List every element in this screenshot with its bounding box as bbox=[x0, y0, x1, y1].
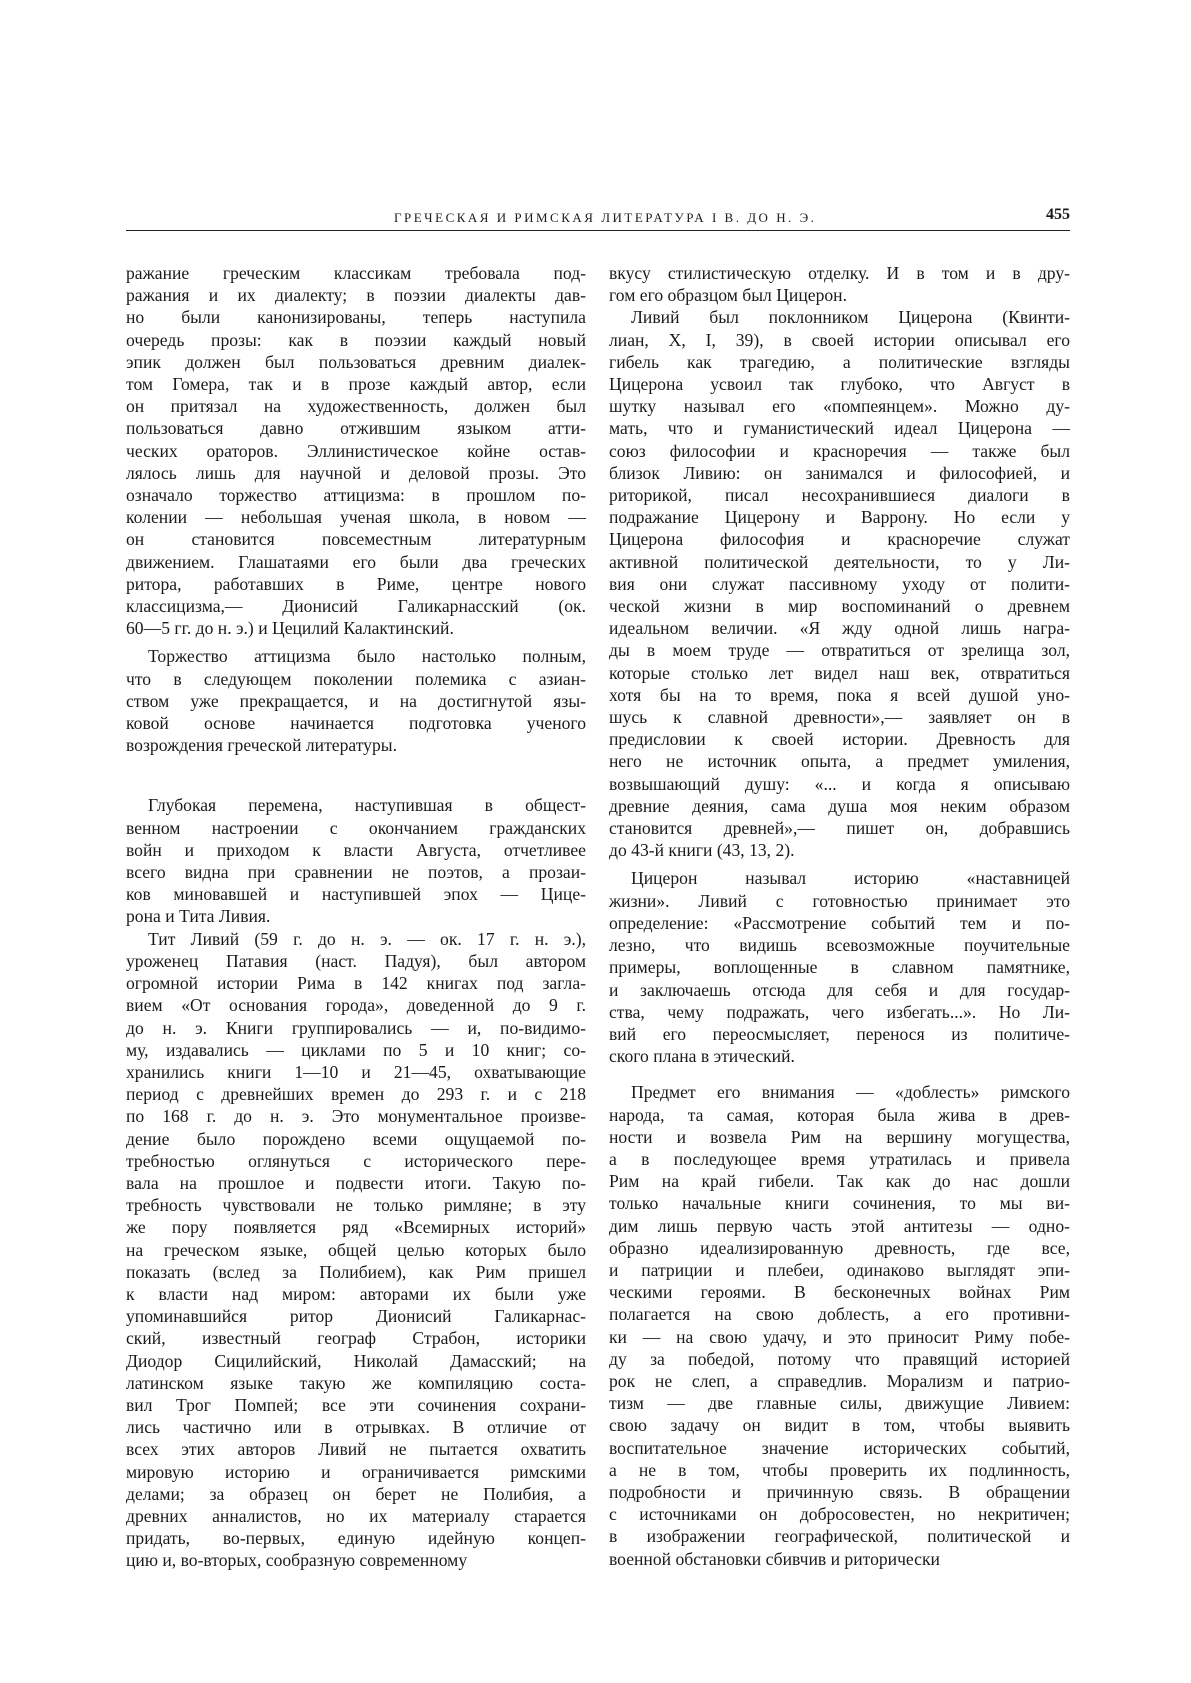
text-line: только начальные книги сочинения, то мы ви- bbox=[609, 1193, 1070, 1214]
text-line: том Гомера, так и в прозе каждый автор, если bbox=[126, 374, 586, 395]
text-line: народа, та самая, которая была жива в древ- bbox=[609, 1104, 1070, 1125]
text-line: возвышающий душу: «... и когда я описываю bbox=[609, 773, 1070, 794]
text-line: ский, известный географ Страбон, историки bbox=[126, 1328, 586, 1349]
text-line: дение было порождено всеми ощущаемой по- bbox=[126, 1128, 586, 1149]
paragraph bbox=[609, 1081, 1070, 1569]
text-line: вий его переосмысляет, перенося из политиче- bbox=[609, 1023, 1070, 1044]
text-line: и патриции и плебеи, одинаково выглядят эпи- bbox=[609, 1259, 1070, 1280]
text-line: делами; за образец он берет не Полибия, а bbox=[126, 1483, 586, 1504]
text-line: что в следующем поколении полемика с азиан- bbox=[126, 668, 586, 689]
text-line: лиан, X, I, 39), в своей истории описывал его bbox=[609, 329, 1070, 350]
text-line: к власти над миром: авторами их были уже bbox=[126, 1283, 586, 1304]
text-line: мировую историю и ограничивается римскими bbox=[126, 1461, 586, 1482]
text-line: ством уже прекращается, и на достигнутой язы- bbox=[126, 690, 586, 711]
text-line: ки — на свою удачу, и это приносит Риму побе- bbox=[609, 1326, 1070, 1347]
running-head bbox=[126, 206, 1070, 231]
paragraph bbox=[126, 794, 586, 927]
text-line: очередь прозы: как в поэзии каждый новый bbox=[126, 329, 586, 350]
paragraph bbox=[126, 645, 586, 756]
text-line: хранились книги 1—10 и 21—45, охватывающие bbox=[126, 1061, 586, 1082]
text-line: требностью оглянуться с исторического пере- bbox=[126, 1150, 586, 1171]
text-line: уроженец Патавия (наст. Падуя), был автором bbox=[126, 950, 586, 971]
text-line: него не источник опыта, а предмет умиления, bbox=[609, 751, 1070, 772]
text-line: становится древней»,— пишет он, добравшись bbox=[609, 818, 1070, 839]
text-line: огромной истории Рима в 142 книгах под заглa- bbox=[126, 973, 586, 994]
right-column bbox=[609, 262, 1070, 1570]
text-line: колении — небольшая ученая школа, в новом — bbox=[126, 507, 586, 528]
text-line: 60—5 гг. до н. э.) и Цецилий Калактинский. bbox=[126, 618, 454, 639]
paragraph bbox=[126, 262, 586, 639]
text-line: которые столько лет видел наш век, отвратиться bbox=[609, 662, 1070, 683]
text-line: вала на прошлое и подвести итоги. Такую по- bbox=[126, 1172, 586, 1193]
text-line: вил Трог Помпей; все эти сочинения сохрани- bbox=[126, 1394, 586, 1415]
text-line: Торжество аттицизма было настолько полным, bbox=[148, 646, 586, 667]
text-line: же пору появляется ряд «Всемирных историй» bbox=[126, 1217, 586, 1238]
paragraph bbox=[609, 306, 1070, 861]
text-line: идеальном величии. «Я жду одной лишь награ- bbox=[609, 618, 1070, 639]
text-line: му, издавались — циклами по 5 и 10 книг; со- bbox=[126, 1039, 586, 1060]
text-line: ражание греческим классикам требовала под- bbox=[126, 263, 586, 283]
text-line: жизни». Ливий с готовностью принимает это bbox=[609, 890, 1070, 911]
text-line: гибель как трагедию, а политические взгляды bbox=[609, 351, 1070, 372]
text-line: полагается на свою доблесть, а его противни- bbox=[609, 1304, 1070, 1325]
text-line: Тит Ливий (59 г. до н. э. — ок. 17 г. н. э.), bbox=[148, 928, 586, 949]
left-column bbox=[126, 262, 586, 1572]
text-line: всего видна при сравнении не поэтов, а прозаи- bbox=[126, 862, 586, 883]
text-line: в изображении географической, политической и bbox=[609, 1526, 1070, 1547]
text-line: определение: «Рассмотрение событий тем и по- bbox=[609, 912, 1070, 933]
text-line: требность чувствовали не только римляне; в эту bbox=[126, 1195, 586, 1216]
text-line: упоминавшийся ритор Дионисий Галикарнас- bbox=[126, 1306, 586, 1327]
text-line: на греческом языке, общей целью которых было bbox=[126, 1239, 586, 1260]
text-line: а не в том, чтобы проверить их подлинность, bbox=[609, 1459, 1070, 1480]
text-line: ческой жизни в мир воспоминаний о древнем bbox=[609, 596, 1070, 617]
text-line: древних анналистов, но их материалу старается bbox=[126, 1505, 586, 1526]
text-line: древние деяния, сама душа моя неким образом bbox=[609, 795, 1070, 816]
text-line: вием «От основания города», доведенной до 9 г. bbox=[126, 995, 586, 1016]
text-line: ков миновавшей и наступившей эпох — Цице- bbox=[126, 884, 586, 905]
text-line: активной политической деятельности, то у Ли- bbox=[609, 551, 1070, 572]
text-line: союз философии и красноречия — также был bbox=[609, 440, 1070, 461]
text-line: Предмет его внимания — «доблесть» римского bbox=[631, 1082, 1070, 1103]
text-line: по 168 г. до н. э. Это монументальное произве- bbox=[126, 1106, 586, 1127]
text-line: свою задачу он видит в том, чтобы выявить bbox=[609, 1415, 1070, 1436]
text-line: примеры, воплощенные в славном памятнике, bbox=[609, 957, 1070, 978]
text-line: мать, что и гуманистический идеал Цицерона — bbox=[609, 418, 1070, 439]
text-line: пользоваться давно отжившим языком атти- bbox=[126, 418, 586, 439]
text-line: а в последующее время утратилась и привела bbox=[609, 1148, 1070, 1169]
paragraph bbox=[126, 928, 586, 1572]
text-line: ства, чему подражать, чего избегать...». Но Ли- bbox=[609, 1001, 1070, 1022]
text-line: возрождения греческой литературы. bbox=[126, 735, 397, 756]
text-line: ды в моем труде — отвратиться от зрелища зол, bbox=[609, 640, 1070, 661]
text-line: образно идеализированную древность, где все, bbox=[609, 1237, 1070, 1258]
text-line: гом его образцом был Цицерон. bbox=[609, 285, 847, 306]
text-line: и заключаешь отсюда для себя и для государ- bbox=[609, 979, 1070, 1000]
text-line: ности и возвела Рим на вершину могущества, bbox=[609, 1126, 1070, 1147]
running-title: ГРЕЧЕСКАЯ И РИМСКАЯ ЛИТЕРАТУРА I В. ДО Н. Э. bbox=[394, 210, 817, 225]
text-line: близок Ливию: он занимался и философией, и bbox=[609, 462, 1070, 483]
text-line: показать (вслед за Полибием), как Рим пришел bbox=[126, 1261, 586, 1282]
text-line: цию и, во-вторых, сообразную современному bbox=[126, 1550, 468, 1571]
text-line: вкусу стилистическую отделку. И в том и в дру- bbox=[609, 263, 1070, 283]
text-line: ду за победой, потому что правящий историей bbox=[609, 1348, 1070, 1369]
text-line: воспитательное значение исторических событий, bbox=[609, 1437, 1070, 1458]
text-line: войн и приходом к власти Августа, отчетливее bbox=[126, 839, 586, 860]
text-line: дим лишь первую часть этой антитезы — одно- bbox=[609, 1215, 1070, 1236]
text-line: придать, во-первых, единую идейную концеп- bbox=[126, 1528, 586, 1549]
text-line: ражания и их диалекту; в поэзии диалекты дав- bbox=[126, 285, 586, 306]
text-line: рок не слеп, а справедлив. Морализм и патрио- bbox=[609, 1370, 1070, 1391]
text-line: с источниками он добросовестен, но некритичен; bbox=[609, 1504, 1070, 1525]
text-line: лялось лишь для научной и деловой прозы. Это bbox=[126, 462, 586, 483]
text-line: Диодор Сицилийский, Николай Дамасский; на bbox=[126, 1350, 586, 1371]
text-line: ритора, работавших в Риме, центре нового bbox=[126, 573, 586, 594]
page-number: 455 bbox=[1046, 206, 1070, 223]
text-line: Рим на край гибели. Так как до нас дошли bbox=[609, 1171, 1070, 1192]
text-line: рона и Тита Ливия. bbox=[126, 906, 271, 927]
text-line: означало торжество аттицизма: в прошлом по- bbox=[126, 485, 586, 506]
text-line: он притязал на художественность, должен был bbox=[126, 396, 586, 417]
text-line: движением. Глашатаями его были два греческих bbox=[126, 551, 586, 572]
text-line: ческих ораторов. Эллинистическое койне остав- bbox=[126, 440, 586, 461]
text-line: шусь к славной древности»,— заявляет он в bbox=[609, 707, 1070, 728]
paragraph bbox=[609, 262, 1070, 306]
text-line: период с древнейших времен до 293 г. и с 218 bbox=[126, 1084, 586, 1105]
text-line: риторикой, писал несохранившиеся диалоги в bbox=[609, 485, 1070, 506]
text-line: тизм — две главные силы, движущие Ливием: bbox=[609, 1393, 1070, 1414]
paragraph bbox=[609, 867, 1070, 1067]
text-line: ковой основе начинается подготовка ученого bbox=[126, 713, 586, 734]
text-line: Глубокая перемена, наступившая в общест- bbox=[148, 795, 586, 816]
text-line: Цицерона философия и красноречие служат bbox=[609, 529, 1070, 550]
text-line: предисловии к своей истории. Древность для bbox=[609, 729, 1070, 750]
text-line: лезно, что видишь всевозможные поучительные bbox=[609, 935, 1070, 956]
text-line: Ливий был поклонником Цицерона (Квинти- bbox=[631, 307, 1070, 328]
text-line: вия они служат пассивному уходу от полити- bbox=[609, 573, 1070, 594]
text-line: классицизма,— Дионисий Галикарнасский (ок. bbox=[126, 596, 586, 617]
text-line: эпик должен был пользоваться древним диалек- bbox=[126, 351, 586, 372]
text-line: до 43-й книги (43, 13, 2). bbox=[609, 840, 795, 861]
text-line: всех этих авторов Ливий не пытается охватить bbox=[126, 1439, 586, 1460]
text-line: но были канонизированы, теперь наступила bbox=[126, 307, 586, 328]
text-line: подробности и причинную связь. В обращении bbox=[609, 1481, 1070, 1502]
text-line: латинском языке такую же компиляцию соста- bbox=[126, 1372, 586, 1393]
text-line: военной обстановки сбивчив и риторически bbox=[609, 1548, 940, 1569]
text-line: Цицерона усвоил так глубоко, что Август в bbox=[609, 374, 1070, 395]
text-line: венном настроении с окончанием гражданских bbox=[126, 817, 586, 838]
text-line: до н. э. Книги группировались — и, по-видимо- bbox=[126, 1017, 586, 1038]
text-line: шутку называл его «помпеянцем». Можно ду- bbox=[609, 396, 1070, 417]
text-line: лись частично или в отрывках. В отличие от bbox=[126, 1417, 586, 1438]
text-line: Цицерон называл историю «наставницей bbox=[631, 868, 1070, 889]
text-line: он становится повсеместным литературным bbox=[126, 529, 586, 550]
text-line: ческими героями. В бесконечных войнах Рим bbox=[609, 1282, 1070, 1303]
text-line: подражание Цицерону и Варрону. Но если у bbox=[609, 507, 1070, 528]
text-line: ского плана в этический. bbox=[609, 1046, 795, 1067]
text-line: хотя бы на то время, пока я всей душой уно- bbox=[609, 684, 1070, 705]
